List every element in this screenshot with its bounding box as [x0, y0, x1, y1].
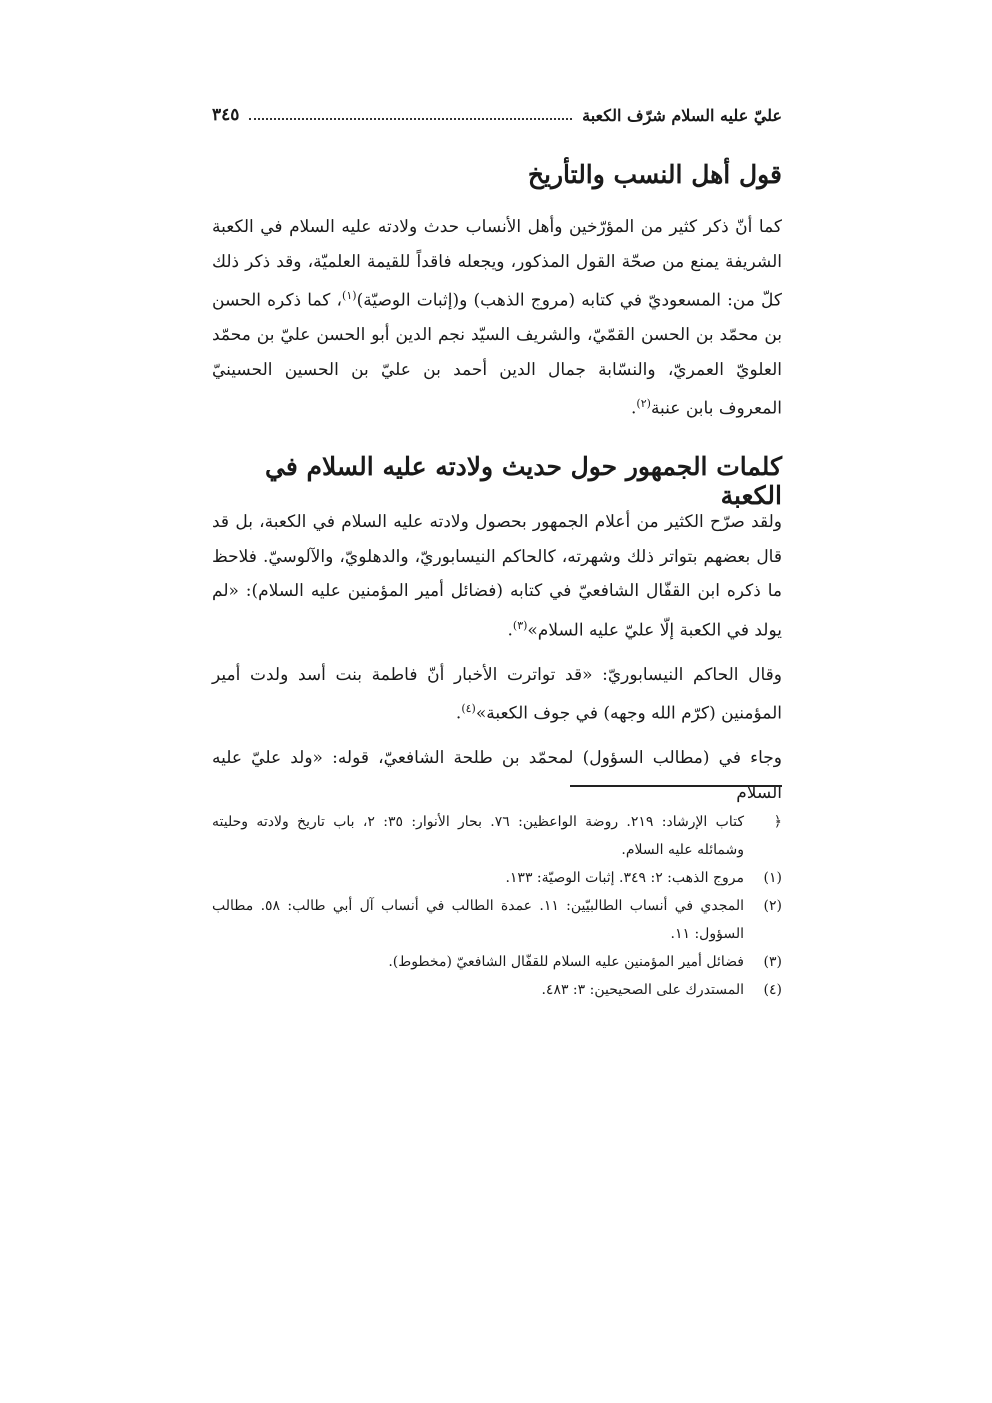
section-2-text-1: ولقد صرّح الكثير من أعلام الجمهور بحصول ولادته عليه السلام في الكعبة، بل قد قال بعضهم بتواتر ذلك وشهرته، كالحاكم النيسابوريّ، والدهلويّ، والآلوسيّ. فلاحظ ما ذكره ابن القفّال الشافعيّ في كتابه (فضائل أمير المؤمنين عليه السلام): «لم يولد في الكعبة إلّا عليّ عليه السلام» — [212, 512, 782, 641]
section-2-body — [212, 505, 782, 810]
section-2-paragraph-2 — [212, 658, 782, 732]
section-2-end-1: . — [507, 620, 513, 641]
page-number: ٣٤٥ — [212, 105, 240, 125]
footnote-text: المستدرك على الصحيحين: ٣: ٤٨٣. — [541, 982, 744, 998]
footnote-item — [212, 892, 782, 948]
section-1-heading: قول أهل النسب والتأريخ — [527, 160, 782, 189]
footnotes — [212, 808, 782, 1004]
header-title: عليّ عليه السلام شرّف الكعبة — [582, 105, 782, 125]
section-2-end-2: . — [455, 703, 462, 724]
footnote-mark: (٤) — [763, 982, 782, 998]
section-2 — [212, 452, 782, 510]
footnote-item — [212, 948, 782, 976]
footnote-item — [212, 864, 782, 892]
section-1-text-b: ، كما ذكره الحسن بن محمّد بن الحسن القمّيّ، والشريف السيّد نجم الدين أبو الحسن عليّ بن محمّد العلويّ العمريّ، والنسّابة جمال الدين أحمد بن عليّ بن الحسين الحسينيّ المعروف بابن عنبة — [212, 290, 782, 419]
running-header — [212, 100, 782, 130]
section-1-end: . — [631, 398, 637, 419]
footnote-ref-3[interactable]: (٣) — [512, 618, 528, 632]
footnote-text: كتاب الإرشاد: ٢١٩. روضة الواعظين: ٧٦. بحار الأنوار: ٣٥: ٢، باب تاريخ ولادته وحليته وشمائله عليه السلام. — [212, 814, 744, 858]
footnote-text: المجدي في أنساب الطالبيّين: ١١. عمدة الطالب في أنساب آل أبي طالب: ٥٨. مطالب السؤول: ١١. — [212, 898, 744, 942]
footnote-ref-1[interactable]: (١) — [342, 289, 357, 302]
section-1-body — [212, 210, 782, 426]
section-2-paragraph-1 — [212, 505, 782, 648]
footnote-text: فضائل أمير المؤمنين عليه السلام للقفّال الشافعيّ (مخطوط). — [388, 954, 744, 970]
footnote-mark: (١) — [763, 870, 782, 886]
footnote-item — [212, 808, 782, 864]
footnote-text: مروج الذهب: ٢: ٣٤٩. إثبات الوصيّة: ١٣٣. — [505, 870, 744, 886]
footnote-mark: (٣) — [763, 954, 782, 970]
section-1-paragraph — [212, 210, 782, 426]
section-2-text-3: وجاء في (مطالب السؤول) لمحمّد بن طلحة الشافعيّ، قوله: «ولد عليّ عليه السلام — [212, 748, 782, 803]
footnote-ref-2[interactable]: (٢) — [636, 397, 651, 411]
section-1 — [212, 160, 782, 189]
section-1-text-a: كما أنّ ذكر كثير من المؤرّخين وأهل الأنساب حدث ولادته عليه السلام في الكعبة الشريفة يمنع من صحّة القول المذكور، ويجعله فاقداً للقيمة العلميّة، وقد ذكر ذلك كلّ من: المسعوديّ في كتابه (مروج الذهب) و(إثبات الوصيّة) — [212, 217, 782, 311]
footnote-item — [212, 976, 782, 1004]
footnote-mark: (٢) — [763, 898, 782, 914]
header-dot-leader — [249, 118, 572, 120]
section-2-text-2: وقال الحاكم النيسابوريّ: «قد تواترت الأخبار أنّ فاطمة بنت أسد ولدت أمير المؤمنين (كرّم الله وجهه) في جوف الكعبة» — [212, 664, 782, 724]
section-2-heading: كلمات الجمهور حول حديث ولادته عليه السلام في الكعبة — [264, 452, 782, 510]
footnote-mark: ﴿ — [773, 814, 782, 830]
section-2-paragraph-3 — [212, 741, 782, 810]
footnote-divider — [570, 785, 782, 787]
footnote-ref-4[interactable]: (٤) — [461, 702, 476, 716]
